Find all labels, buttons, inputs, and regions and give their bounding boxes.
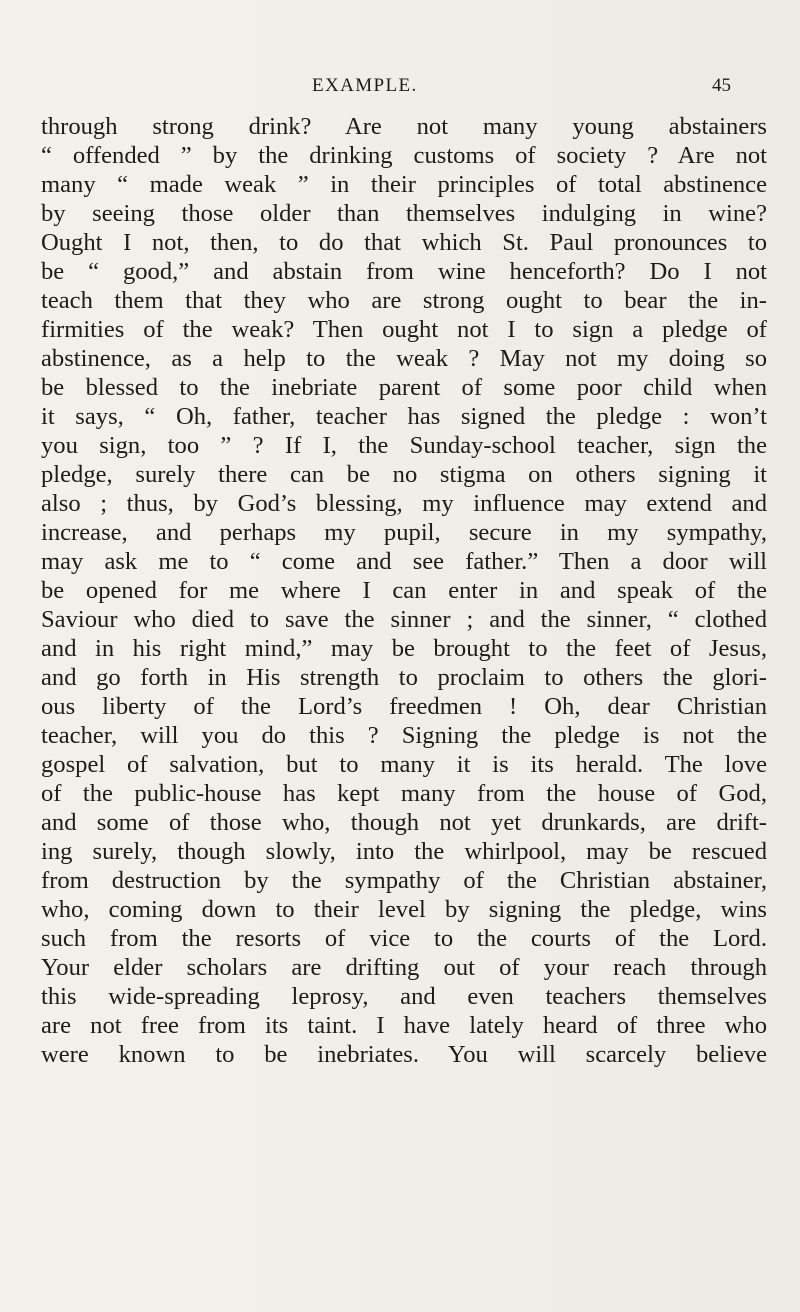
page-number: 45: [712, 75, 731, 96]
text-line: “ offended ” by the drinking customs of society ? Are not: [41, 142, 767, 169]
text-line: are not free from its taint. I have lately heard of three who: [41, 1012, 767, 1039]
text-line: ing surely, though slowly, into the whirlpool, may be rescued: [41, 838, 767, 865]
text-line: be opened for me where I can enter in and speak of the: [41, 577, 767, 604]
text-line: it says, “ Oh, father, teacher has signed the pledge : won’t: [41, 403, 767, 430]
text-line: may ask me to “ come and see father.” Then a door will: [41, 548, 767, 575]
text-line: increase, and perhaps my pupil, secure in my sympathy,: [41, 519, 767, 546]
text-line: be blessed to the inebriate parent of some poor child when: [41, 374, 767, 401]
text-line: and some of those who, though not yet drunkards, are drift-: [41, 809, 767, 836]
text-line: firmities of the weak? Then ought not I to sign a pledge of: [41, 316, 767, 343]
text-line: and in his right mind,” may be brought to the feet of Jesus,: [41, 635, 767, 662]
text-line: teach them that they who are strong ought to bear the in-: [41, 287, 767, 314]
text-line: such from the resorts of vice to the courts of the Lord.: [41, 925, 767, 952]
running-head: [0, 74, 800, 98]
text-line: Ought I not, then, to do that which St. Paul pronounces to: [41, 229, 767, 256]
text-line: abstinence, as a help to the weak ? May not my doing so: [41, 345, 767, 372]
text-line: gospel of salvation, but to many it is its herald. The love: [41, 751, 767, 778]
text-line: pledge, surely there can be no stigma on others signing it: [41, 461, 767, 488]
text-line: many “ made weak ” in their principles of total abstinence: [41, 171, 767, 198]
text-line: be “ good,” and abstain from wine henceforth? Do I not: [41, 258, 767, 285]
text-line: this wide-spreading leprosy, and even teachers themselves: [41, 983, 767, 1010]
text-line: by seeing those older than themselves indulging in wine?: [41, 200, 767, 227]
text-line: through strong drink? Are not many young abstainers: [41, 113, 767, 140]
text-line: of the public-house has kept many from the house of God,: [41, 780, 767, 807]
body-text: [41, 112, 767, 1069]
running-title: EXAMPLE.: [312, 75, 418, 96]
text-line: Your elder scholars are drifting out of your reach through: [41, 954, 767, 981]
text-line: who, coming down to their level by signing the pledge, wins: [41, 896, 767, 923]
text-line: Saviour who died to save the sinner ; and the sinner, “ clothed: [41, 606, 767, 633]
text-line: you sign, too ” ? If I, the Sunday-school teacher, sign the: [41, 432, 767, 459]
text-line: from destruction by the sympathy of the Christian abstainer,: [41, 867, 767, 894]
text-line: ous liberty of the Lord’s freedmen ! Oh, dear Christian: [41, 693, 767, 720]
text-line: and go forth in His strength to proclaim to others the glori-: [41, 664, 767, 691]
text-line: were known to be inebriates. You will scarcely believe: [41, 1041, 767, 1068]
text-line: teacher, will you do this ? Signing the pledge is not the: [41, 722, 767, 749]
text-line: also ; thus, by God’s blessing, my influence may extend and: [41, 490, 767, 517]
